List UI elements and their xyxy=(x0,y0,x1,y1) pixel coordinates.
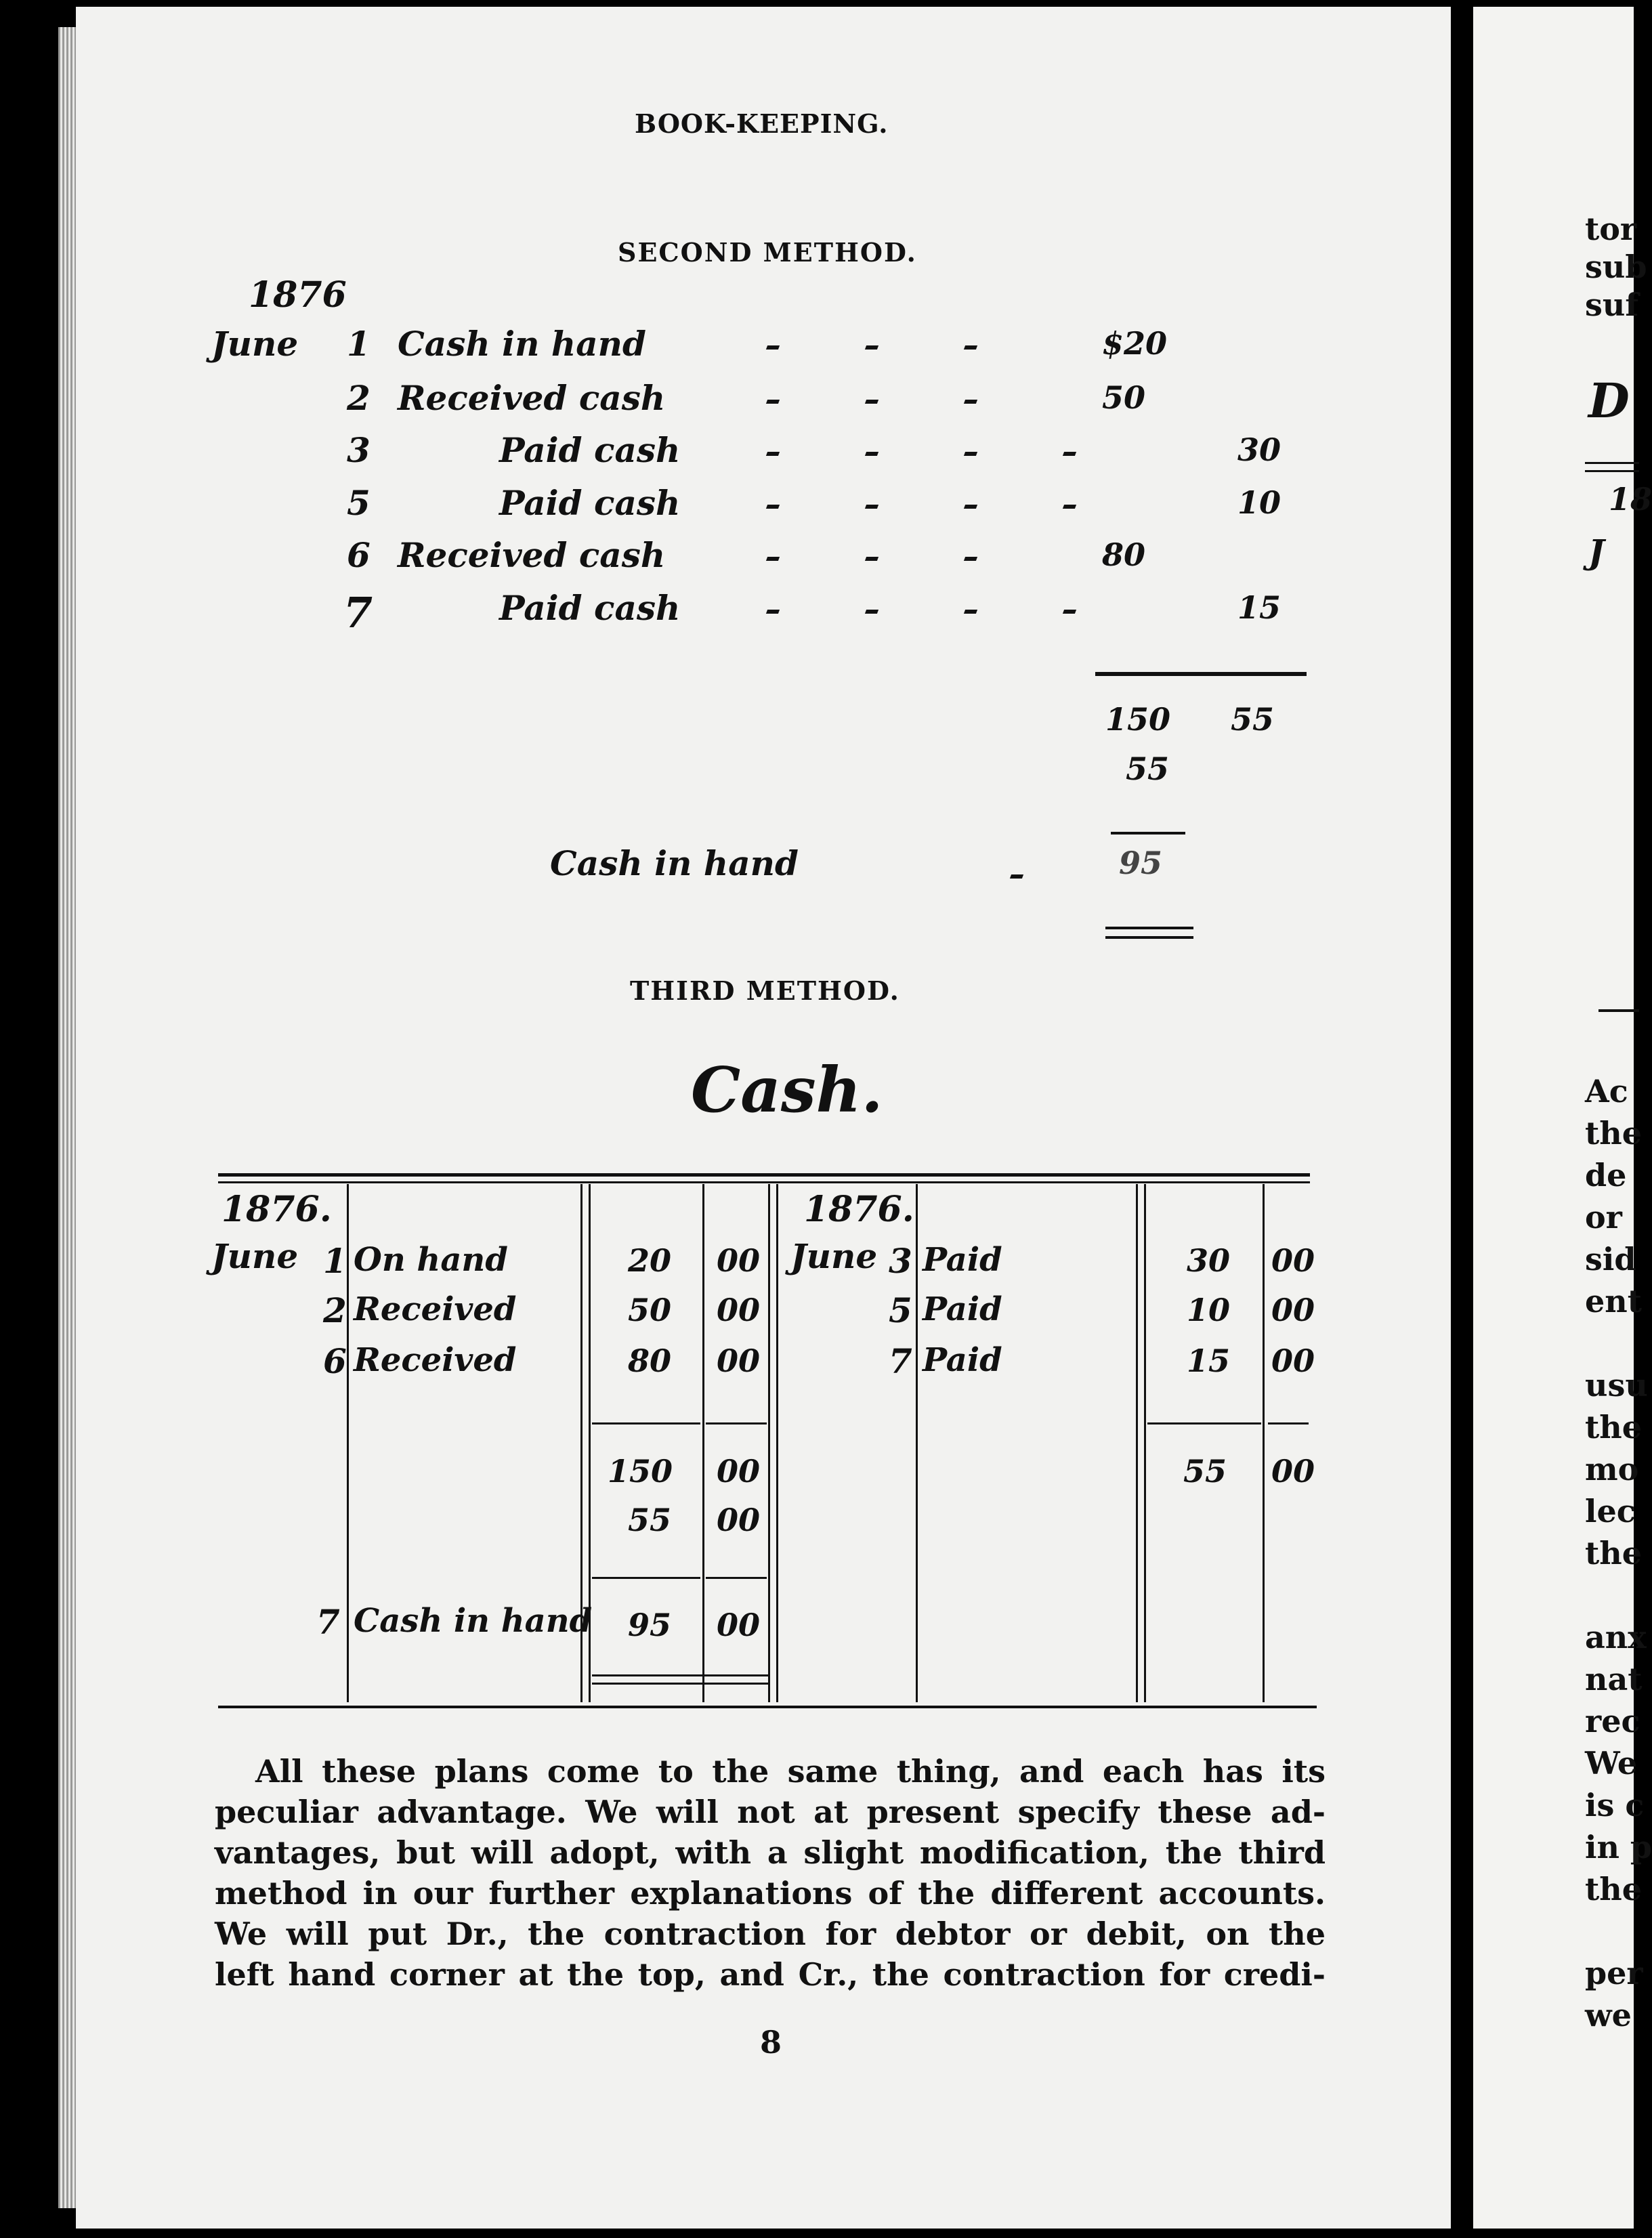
entry-day: 6 xyxy=(347,535,370,575)
facing-page-line: anx xyxy=(1585,1619,1647,1655)
dash xyxy=(964,610,977,614)
facing-page-line: the xyxy=(1585,1871,1642,1907)
second-method-total-credit: 55 xyxy=(1231,701,1275,738)
ledger-dollars: 10 xyxy=(1187,1292,1231,1328)
ledger-dollars: 50 xyxy=(628,1292,672,1328)
second-method-double-rule-2 xyxy=(1105,936,1193,939)
second-method-cash-in-hand-label: Cash in hand xyxy=(550,843,799,883)
dash xyxy=(865,610,878,614)
ledger-left-date-line xyxy=(347,1184,349,1702)
ledger-left-balance-dollars: 95 xyxy=(628,1607,672,1643)
entry-debit: 80 xyxy=(1102,536,1146,573)
facing-page-line: in p xyxy=(1585,1829,1652,1865)
facing-page-line: rec xyxy=(1585,1703,1640,1739)
facing-page-line: lec xyxy=(1585,1493,1636,1529)
left-page xyxy=(76,7,1451,2229)
ledger-right-date-line xyxy=(916,1184,918,1702)
ledger-right-month: June xyxy=(790,1236,878,1276)
dash xyxy=(964,557,977,561)
facing-page-line: the xyxy=(1585,1409,1642,1445)
second-method-subtract: 55 xyxy=(1126,751,1170,787)
ledger-top-rule-2 xyxy=(218,1181,1310,1183)
ledger-left-less-dollars: 55 xyxy=(628,1502,672,1538)
ledger-right-desc-line-2 xyxy=(1144,1184,1146,1702)
running-head: BOOK-KEEPING. xyxy=(635,108,889,139)
ledger-bottom-rule xyxy=(218,1706,1317,1708)
entry-day: 2 xyxy=(347,378,370,418)
ledger-day: 5 xyxy=(889,1290,912,1330)
facing-page xyxy=(1473,7,1652,2229)
paragraph-line: left hand corner at the top, and Cr., the contraction for credi- xyxy=(215,1956,1326,1993)
entry-description: Paid cash xyxy=(499,588,681,628)
facing-page-line: sub xyxy=(1585,249,1647,285)
leader-dashes xyxy=(767,557,1092,561)
ledger-description: Received xyxy=(354,1290,517,1328)
ledger-cents: 00 xyxy=(717,1343,761,1379)
ledger-right-dollar-line xyxy=(1263,1184,1265,1702)
dash xyxy=(766,452,780,456)
facing-page-line xyxy=(1585,1322,1652,1364)
dash xyxy=(865,400,878,404)
ledger-day: 6 xyxy=(323,1341,347,1381)
ledger-left-balance-day: 7 xyxy=(316,1602,340,1642)
dash xyxy=(865,557,878,561)
facing-page-line: is c xyxy=(1585,1787,1645,1823)
ledger-left-double-rule xyxy=(592,1674,768,1676)
facing-page-line: sid xyxy=(1585,1241,1636,1278)
ledger-left-total-dollars: 150 xyxy=(608,1453,673,1490)
dash xyxy=(865,452,878,456)
ledger-dollars: 15 xyxy=(1187,1343,1231,1379)
dash xyxy=(1063,505,1076,509)
paragraph-line: peculiar advantage. We will not at present specify these ad- xyxy=(215,1794,1326,1830)
ledger-description: Paid xyxy=(923,1290,1002,1328)
facing-page-line: de xyxy=(1585,1157,1627,1194)
dash xyxy=(964,345,977,350)
entry-day: 3 xyxy=(347,430,370,470)
ledger-dollars: 30 xyxy=(1187,1242,1231,1279)
ledger-left-double-rule-2 xyxy=(592,1683,768,1685)
dash xyxy=(766,557,780,561)
ledger-left-year: 1876. xyxy=(221,1189,332,1230)
leader-dashes xyxy=(767,345,1092,350)
ledger-left-balance-rule-cents xyxy=(706,1577,767,1579)
entry-day: 1 xyxy=(347,324,370,364)
leader-dashes xyxy=(767,505,1092,509)
entry-description: Paid cash xyxy=(499,483,681,523)
entry-credit: 10 xyxy=(1237,484,1282,521)
facing-page-line xyxy=(1585,1910,1652,1952)
facing-page-rule-3 xyxy=(1598,1009,1639,1012)
second-method-heading: SECOND METHOD. xyxy=(618,237,917,268)
second-method-cash-in-hand-value: 95 xyxy=(1119,845,1163,881)
second-method-year: 1876 xyxy=(249,274,347,316)
ledger-dollars: 80 xyxy=(628,1343,672,1379)
ledger-dollars: 20 xyxy=(628,1242,672,1279)
ledger-cents: 00 xyxy=(1271,1292,1315,1328)
paragraph-line: We will put Dr., the contraction for debtor or debit, on the xyxy=(215,1916,1326,1952)
entry-debit: $20 xyxy=(1102,325,1168,362)
entry-day: 5 xyxy=(347,483,370,523)
second-method-double-rule xyxy=(1105,927,1193,929)
ledger-description: Paid xyxy=(923,1341,1002,1379)
dash xyxy=(964,505,977,509)
facing-page-rule xyxy=(1585,462,1639,464)
ledger-left-total-cents: 00 xyxy=(717,1453,761,1490)
paragraph-line: All these plans come to the same thing, and each has its xyxy=(255,1753,1326,1790)
leader-dashes xyxy=(767,610,1092,614)
facing-page-year-fragment: 18 xyxy=(1609,481,1652,518)
ledger-day: 3 xyxy=(889,1241,912,1281)
ledger-left-dollar-line xyxy=(702,1184,704,1702)
ledger-day: 1 xyxy=(323,1241,347,1281)
facing-page-line: nat xyxy=(1585,1661,1643,1697)
facing-page-line: the xyxy=(1585,1115,1642,1152)
second-method-total-rule xyxy=(1095,672,1307,676)
ledger-left-total-rule xyxy=(592,1422,700,1424)
ledger-left-balance-cents: 00 xyxy=(717,1607,761,1643)
ledger-right-total-rule xyxy=(1147,1422,1261,1424)
entry-description: Cash in hand xyxy=(398,324,646,364)
facing-page-top-lines xyxy=(1585,210,1647,324)
ledger-center-line-2 xyxy=(776,1184,778,1702)
ledger-right-total-rule-cents xyxy=(1268,1422,1309,1424)
entry-day: 7 xyxy=(343,588,373,637)
facing-page-month-fragment: J xyxy=(1588,532,1605,572)
paragraph-line: vantages, but will adopt, with a slight modification, the third xyxy=(215,1834,1326,1871)
dash xyxy=(964,400,977,404)
facing-page-line: mo xyxy=(1585,1451,1639,1487)
ledger-left-less-cents: 00 xyxy=(717,1502,761,1538)
facing-page-line: suf xyxy=(1585,287,1639,323)
body-paragraph xyxy=(215,1751,1326,1995)
page-number: 8 xyxy=(760,2024,782,2061)
ledger-left-month: June xyxy=(211,1236,299,1276)
second-method-total-debit: 150 xyxy=(1105,701,1171,738)
facing-page-line: we xyxy=(1585,1997,1632,2033)
ledger-cents: 00 xyxy=(717,1242,761,1279)
facing-page-line: tor xyxy=(1585,211,1637,247)
dash xyxy=(865,505,878,509)
second-method-balance-rule xyxy=(1111,832,1185,835)
entry-description: Received cash xyxy=(398,535,666,575)
leader-dashes xyxy=(767,452,1092,456)
facing-page-line: We xyxy=(1585,1745,1638,1781)
ledger-right-total-cents: 00 xyxy=(1271,1453,1315,1490)
ledger-right-desc-line xyxy=(1136,1184,1138,1702)
ledger-top-rule xyxy=(218,1173,1310,1177)
paragraph-line: method in our further explanations of the different accounts. xyxy=(215,1875,1326,1912)
facing-page-rule-2 xyxy=(1585,470,1639,472)
entry-credit: 30 xyxy=(1237,431,1282,468)
dash xyxy=(1011,868,1023,881)
facing-page-script-fragment: D xyxy=(1588,373,1630,429)
facing-page-line: Ac xyxy=(1585,1073,1628,1110)
account-title: Cash. xyxy=(691,1053,883,1126)
leader-dashes xyxy=(767,400,1092,404)
ledger-left-balance-rule xyxy=(592,1577,700,1579)
entry-description: Paid cash xyxy=(499,430,681,470)
dash xyxy=(766,400,780,404)
ledger-description: Paid xyxy=(923,1241,1002,1279)
third-method-heading: THIRD METHOD. xyxy=(630,975,900,1006)
ledger-left-balance-desc: Cash in hand xyxy=(354,1602,593,1640)
ledger-left-total-rule-cents xyxy=(706,1422,767,1424)
dash xyxy=(865,345,878,350)
dash xyxy=(766,345,780,350)
ledger-cents: 00 xyxy=(1271,1242,1315,1279)
ledger-cents: 00 xyxy=(1271,1343,1315,1379)
facing-page-line: ent xyxy=(1585,1283,1642,1319)
dash xyxy=(1063,452,1076,456)
entry-description: Received cash xyxy=(398,378,666,418)
facing-page-line: the xyxy=(1585,1535,1642,1571)
ledger-center-line xyxy=(768,1184,770,1702)
ledger-cents: 00 xyxy=(717,1292,761,1328)
facing-page-line: or xyxy=(1585,1199,1622,1236)
second-method-month: June xyxy=(211,324,299,364)
facing-page-lines xyxy=(1585,1070,1652,2036)
entry-credit: 15 xyxy=(1237,589,1282,626)
ledger-description: Received xyxy=(354,1341,517,1379)
facing-page-line: usu xyxy=(1585,1367,1648,1403)
facing-page-line xyxy=(1585,1574,1652,1616)
dash xyxy=(1063,610,1076,614)
dash xyxy=(766,505,780,509)
ledger-right-total-dollars: 55 xyxy=(1183,1453,1227,1490)
facing-page-line: per xyxy=(1585,1955,1643,1991)
ledger-day: 2 xyxy=(323,1290,347,1330)
ledger-description: On hand xyxy=(354,1241,508,1279)
entry-debit: 50 xyxy=(1102,379,1146,416)
ledger-day: 7 xyxy=(889,1341,912,1381)
dash xyxy=(964,452,977,456)
dash xyxy=(766,610,780,614)
ledger-right-year: 1876. xyxy=(804,1189,914,1230)
